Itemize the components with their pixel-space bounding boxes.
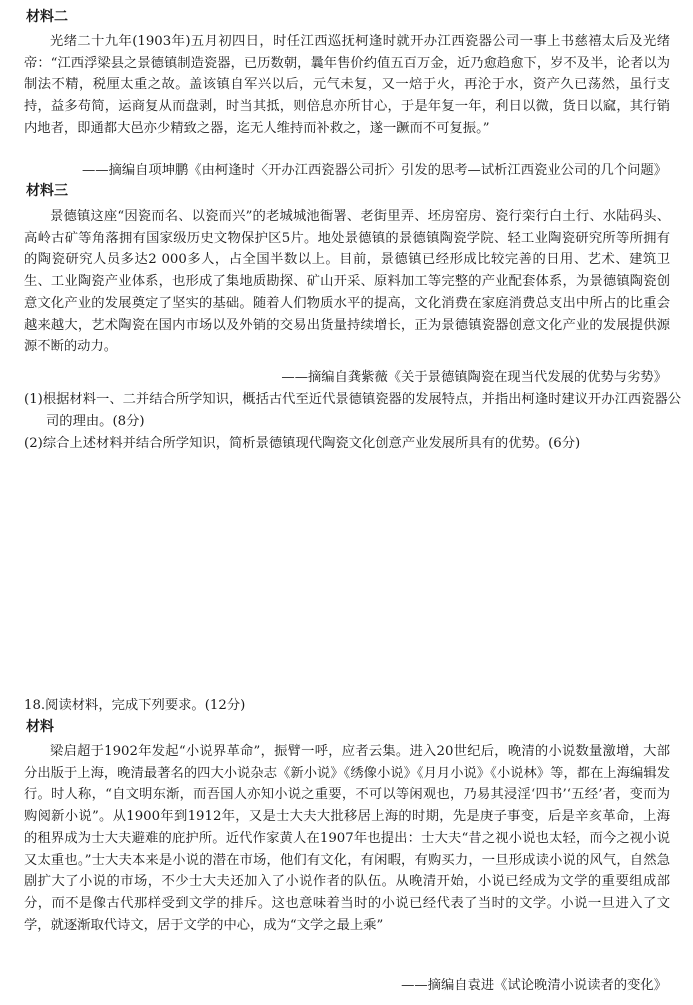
material2-heading: 材料二: [26, 9, 68, 25]
material3-text: 景德镇这座“因瓷而名、以瓷而兴”的老城城池衙署、老街里弄、坯房窑房、瓷行栾行白土行、水陆码头、高岭古矿等角落拥有国家级历史文物保护区5片。地处景德镇的景德镇陶瓷学院、轻工业陶瓷研究所等所拥有的陶瓷研究人员多达2 000多人，占全国半数以上。目前，景德镇已经形成比较完善的日用、艺术、建筑卫生、工业陶瓷产业体系，也形成了集地质勘探、矿山开采、原料加工等完整的产业配套体系，为景德镇陶瓷创意文化产业的发展奠定了坚实的基础。随着人们物质水平的提高，文化消费在家庭消费总支出中所占的比重会越来越大，艺术陶瓷在国内市场以及外销的交易出货量持续增长，正为景德镇瓷器创意文化产业的发展提供源源不断的动力。: [24, 209, 670, 355]
material2-source: ——摘编自项坤鹏《由柯逢时〈开办江西瓷器公司折〉引发的思考—试析江西瓷业公司的几个问题》: [81, 163, 667, 178]
question-1: (1)根据材料一、二并结合所学知识，概括古代至近代景德镇瓷器的发展特点，并指出柯逢时建议开办江西瓷器公司的理由。(8分): [24, 392, 682, 429]
question-18-material-text: 梁启超于1902年发起“小说界革命”，振臂一呼，应者云集。进入20世纪后，晚清的小说数量激增，大部分出版于上海，晚清最著名的四大小说杂志《新小说》《绣像小说》《月月小说》《小说林》等，都在上海编辑发行。时人称，“自文明东渐，而吾国人亦知小说之重要，不可以等闲观也，乃易其浸淫‘四书’‘五经’者，变而为购阅新小说”。从1900年到1912年，又是士大夫大批移居上海的时期，先是庚子事变，后是辛亥革命，上海的租界成为士大夫避难的庇护所。近代作家黄人在1907年也提出：士大夫“昔之视小说也太轻，而今之视小说又太重也。”士大夫本来是小说的潜在市场，他们有文化，有闲暇，有购买力，一旦形成读小说的风气，自然急剧扩大了小说的市场，不少士大夫还加入了小说作者的队伍。从晚清开始，小说已经成为文学的重要组成部分，而不是像古代那样受到文学的排斥。这也意味着当时的小说已经代表了当时的文学。小说一旦进入了文学，就逐渐取代诗文，居于文学的中心，成为“文学之最上乘”: [24, 744, 670, 933]
question-2: (2)综合上述材料并结合所学知识，简析景德镇现代陶瓷文化创意产业发展所具有的优势。(6分): [24, 436, 581, 451]
question-18-title: 18.阅读材料，完成下列要求。(12分): [24, 698, 246, 713]
material3-heading: 材料三: [26, 183, 68, 199]
material2-text: 光绪二十九年(1903年)五月初四日，时任江西巡抚柯逢时就开办江西瓷器公司一事上书慈禧太后及光绪帝：“江西浮梁县之景德镇制造瓷器，已历数朝，曩年售价约值五百万金，近乃愈趋愈下，岁不及半，论者以为制法不精，税厘太重之故。盖该镇自军兴以后，元气未复，又一焙于火，再沦于水，资产久已荡然，虽行支持，益多苟简，运商复从而盘剥，时当其抵，则倍息亦所甘心，于是年复一年，利日以微，货日以窳，其行销内地者，即通都大邑亦少精致之器，迄无人维持而补救之，遂一蹶而不可复振。”: [24, 34, 670, 136]
question-18-source: ——摘编自袁进《试论晚清小说读者的变化》: [401, 978, 667, 993]
material3-source: ——摘编自龚紫薇《关于景德镇陶瓷在现当代发展的优势与劣势》: [281, 370, 667, 385]
question-18-material-heading: 材料: [26, 719, 54, 735]
